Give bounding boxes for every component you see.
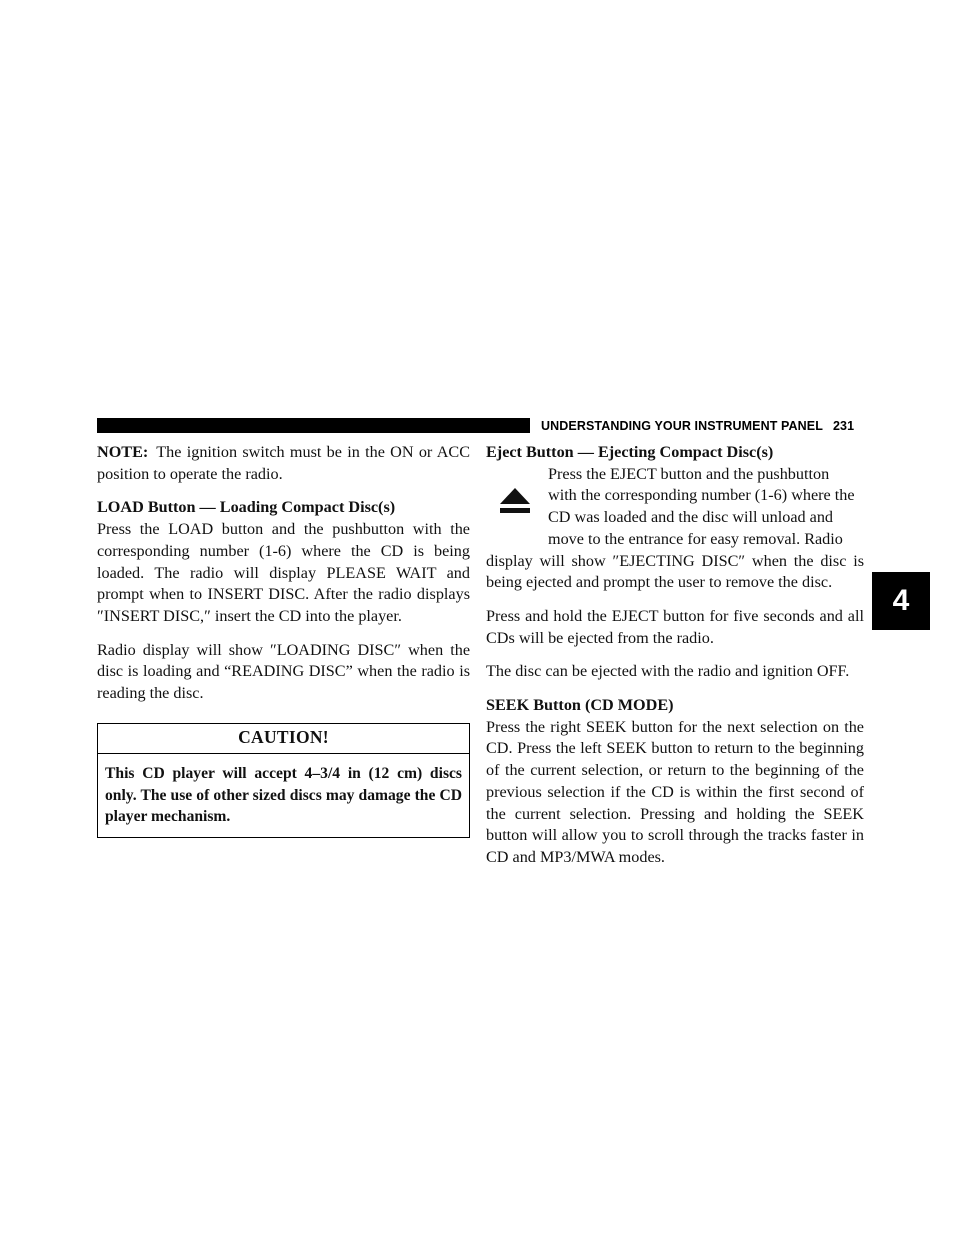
eject-line: Press the EJECT button and the pushbutton xyxy=(548,464,830,483)
load-section xyxy=(97,497,470,627)
caution-title: CAUTION! xyxy=(98,724,469,755)
caution-box xyxy=(97,723,470,838)
load-heading: LOAD Button — Loading Compact Disc(s) xyxy=(97,498,396,517)
section-title: UNDERSTANDING YOUR INSTRUMENT PANEL xyxy=(541,419,823,433)
note-label: NOTE: xyxy=(97,443,149,461)
loading-paragraph: Radio display will show ″LOADING DISC″ when the disc is loading and “READING DISC” when the radio is reading the disc. xyxy=(97,640,470,703)
section-tab: 4 xyxy=(872,572,930,630)
eject-off-paragraph: The disc can be ejected with the radio and ignition OFF. xyxy=(486,662,850,681)
note-paragraph xyxy=(97,442,470,485)
eject-section xyxy=(486,442,864,594)
seek-section xyxy=(486,695,864,869)
left-column xyxy=(97,442,470,838)
eject-line: move to the entrance for easy removal. Radio xyxy=(548,529,843,548)
eject-heading: Eject Button — Ejecting Compact Disc(s) xyxy=(486,443,774,461)
load-paragraph: Press the LOAD button and the pushbutton with the corresponding number (1-6) where the CD is being loaded. The radio will display PLEASE WAIT and prompt when to INSERT DISC. After the radio displays ″INSERT DISC,″ insert the CD into the player. xyxy=(97,520,470,625)
page-number: 231 xyxy=(832,419,855,433)
right-column xyxy=(486,442,864,869)
eject-hold-paragraph: Press and hold the EJECT button for five seconds and all CDs will be ejected from the radio. xyxy=(486,606,864,647)
caution-body: This CD player will accept 4–3/4 in (12 cm) discs only. The use of other sized discs may damage the CD player mechanism. xyxy=(105,765,462,826)
seek-heading: SEEK Button (CD MODE) xyxy=(486,696,674,715)
note-text: The ignition switch must be in the ON or ACC position to operate the radio. xyxy=(97,443,470,483)
eject-continuation: display will show ″EJECTING DISC″ when the disc is being ejected and prompt the user to remove the disc. xyxy=(486,551,864,592)
running-header xyxy=(541,418,854,434)
header-rule xyxy=(97,418,530,433)
seek-paragraph: Press the right SEEK button for the next selection on the CD. Press the left SEEK button to return to the beginning of the current selection, or return to the beginning of the previous selection if the CD is within the first second of the current selection. Pressing and holding the SEEK button will allow you to scroll through the tracks faster in CD and MP3/MWA modes. xyxy=(486,717,864,866)
eject-line: with the corresponding number (1-6) where the xyxy=(548,486,855,505)
eject-paragraph xyxy=(486,464,864,551)
eject-line: CD was loaded and the disc will unload and xyxy=(548,508,834,527)
eject-icon xyxy=(498,486,532,514)
